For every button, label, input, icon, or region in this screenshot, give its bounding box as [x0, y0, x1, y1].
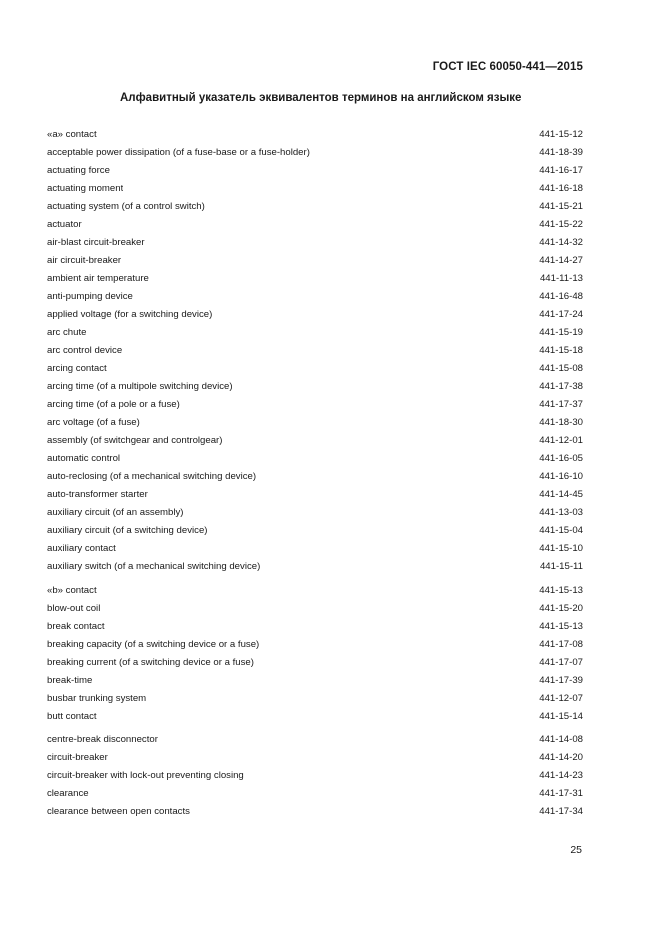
index-entry-term: auxiliary switch (of a mechanical switching device): [47, 561, 261, 572]
index-entry: [47, 582, 583, 600]
index-entry: [47, 378, 583, 396]
index-entry-term: auto-transformer starter: [47, 489, 148, 500]
index-entry-code: 441-18-39: [539, 147, 583, 158]
index-entry-term: arc chute: [47, 327, 87, 338]
index-group: [47, 126, 583, 576]
index-entry-term: automatic control: [47, 453, 121, 464]
index-entry-term: circuit-breaker with lock-out preventing closing: [47, 770, 244, 781]
index-entry: [47, 306, 583, 324]
index-title: Алфавитный указатель эквивалентов терминов на английском языке: [120, 92, 522, 104]
index-entry: [47, 522, 583, 540]
index-entry-code: 441-17-07: [539, 656, 583, 668]
index-entry: [47, 342, 583, 360]
index-entry-code: 441-16-17: [539, 165, 583, 176]
index-entry: [47, 234, 583, 252]
index-entry-term: air circuit-breaker: [47, 255, 122, 266]
index-group: [47, 731, 583, 821]
index-entry-code: 441-15-10: [539, 543, 583, 554]
index-entry-code: 441-14-08: [539, 734, 583, 745]
index-entry-term: actuating force: [47, 165, 110, 176]
index-entry: [47, 749, 583, 767]
index-entry-term: auto-reclosing (of a mechanical switching device): [47, 471, 257, 482]
index-entry-term: actuator: [47, 219, 82, 230]
index-entry-code: 441-15-13: [539, 620, 583, 632]
index-entry-code: 441-17-39: [539, 674, 583, 686]
index-entry-term: break-time: [47, 674, 93, 686]
index-entry-term: actuating system (of a control switch): [47, 201, 205, 212]
index-entry: [47, 654, 583, 672]
index-entry-code: 441-12-01: [539, 435, 583, 446]
index-entry-term: blow-out coil: [47, 602, 101, 614]
index-entry-term: arc voltage (of a fuse): [47, 417, 140, 428]
index-entry-code: 441-14-45: [539, 489, 583, 500]
index-entry: [47, 600, 583, 618]
index-entry-term: centre-break disconnector: [47, 734, 158, 745]
index-entry: [47, 690, 583, 708]
index-entry-term: auxiliary circuit (of a switching device): [47, 525, 208, 536]
index-entry-term: busbar trunking system: [47, 692, 147, 704]
index-entry-code: 441-15-19: [539, 327, 583, 338]
index-entry-code: 441-13-03: [539, 507, 583, 518]
index-entry-code: 441-17-31: [539, 788, 583, 799]
index-entry: [47, 198, 583, 216]
index-entry: [47, 636, 583, 654]
index-entry-code: 441-15-04: [539, 525, 583, 536]
index-entry: [47, 144, 583, 162]
index-entry-term: breaking current (of a switching device or a fuse): [47, 656, 254, 668]
index-entry: [47, 216, 583, 234]
index-entry-code: 441-12-07: [539, 692, 583, 704]
index-entry-code: 441-17-37: [539, 399, 583, 410]
index-entry-term: arc control device: [47, 345, 123, 356]
index-entry: [47, 414, 583, 432]
index-entry-term: arcing time (of a pole or a fuse): [47, 399, 180, 410]
index-entry-term: auxiliary contact: [47, 543, 116, 554]
index-entry-term: ambient air temperature: [47, 273, 149, 284]
index-entry-code: 441-15-14: [539, 710, 583, 722]
index-entry: [47, 504, 583, 522]
index-entry: [47, 324, 583, 342]
index-entry: [47, 180, 583, 198]
index-entry-term: «a» contact: [47, 129, 97, 140]
index-entry-code: 441-17-08: [539, 638, 583, 650]
index-entry-code: 441-17-38: [539, 381, 583, 392]
index-entry-term: arcing time (of a multipole switching device): [47, 381, 233, 392]
index-entry: [47, 785, 583, 803]
index-entry-code: 441-14-23: [539, 770, 583, 781]
index-entry-code: 441-15-18: [539, 345, 583, 356]
index-entry-code: 441-15-21: [539, 201, 583, 212]
index-entry-term: actuating moment: [47, 183, 124, 194]
index-entry-term: clearance between open contacts: [47, 806, 190, 817]
index-entry: [47, 618, 583, 636]
index-group: [47, 582, 583, 726]
index-entry-code: 441-15-20: [539, 602, 583, 614]
index-entry-term: breaking capacity (of a switching device or a fuse): [47, 638, 260, 650]
index-entry-code: 441-15-13: [539, 584, 583, 596]
index-entry-term: circuit-breaker: [47, 752, 108, 763]
standard-header: ГОСТ IEC 60050-441—2015: [432, 61, 583, 73]
index-entry-term: auxiliary circuit (of an assembly): [47, 507, 184, 518]
index-entry-list: [47, 126, 583, 827]
index-entry: [47, 288, 583, 306]
index-entry-code: 441-15-08: [539, 363, 583, 374]
index-entry-term: assembly (of switchgear and controlgear): [47, 435, 223, 446]
index-entry: [47, 252, 583, 270]
index-entry-code: 441-16-48: [539, 291, 583, 302]
index-entry: [47, 767, 583, 785]
page-number: 25: [570, 844, 582, 856]
index-entry-term: air-blast circuit-breaker: [47, 237, 145, 248]
index-entry: [47, 540, 583, 558]
index-entry: [47, 396, 583, 414]
index-entry-term: applied voltage (for a switching device): [47, 309, 213, 320]
index-entry: [47, 468, 583, 486]
index-entry-code: 441-14-32: [539, 237, 583, 248]
index-entry: [47, 162, 583, 180]
index-entry-term: butt contact: [47, 710, 97, 722]
index-entry-code: 441-17-24: [539, 309, 583, 320]
index-entry-code: 441-15-22: [539, 219, 583, 230]
index-entry-code: 441-17-34: [539, 806, 583, 817]
index-entry-code: 441-15-12: [539, 129, 583, 140]
index-entry-term: anti-pumping device: [47, 291, 133, 302]
index-entry-term: arcing contact: [47, 363, 107, 374]
index-entry-code: 441-14-20: [539, 752, 583, 763]
index-entry: [47, 432, 583, 450]
index-entry-term: break contact: [47, 620, 105, 632]
index-entry: [47, 450, 583, 468]
index-entry: [47, 270, 583, 288]
index-entry-code: 441-16-10: [539, 471, 583, 482]
index-entry: [47, 672, 583, 690]
index-entry: [47, 558, 583, 576]
index-entry: [47, 486, 583, 504]
index-entry-code: 441-11-13: [539, 273, 583, 284]
index-entry-term: «b» contact: [47, 584, 97, 596]
index-entry-term: acceptable power dissipation (of a fuse-base or a fuse-holder): [47, 147, 310, 158]
index-entry: [47, 803, 583, 821]
index-entry: [47, 731, 583, 749]
index-entry-code: 441-18-30: [539, 417, 583, 428]
index-entry-code: 441-14-27: [539, 255, 583, 266]
index-entry-code: 441-15-11: [539, 561, 583, 572]
index-entry: [47, 708, 583, 726]
index-entry: [47, 360, 583, 378]
index-entry: [47, 126, 583, 144]
index-entry-code: 441-16-18: [539, 183, 583, 194]
index-entry-term: clearance: [47, 788, 89, 799]
index-entry-code: 441-16-05: [539, 453, 583, 464]
